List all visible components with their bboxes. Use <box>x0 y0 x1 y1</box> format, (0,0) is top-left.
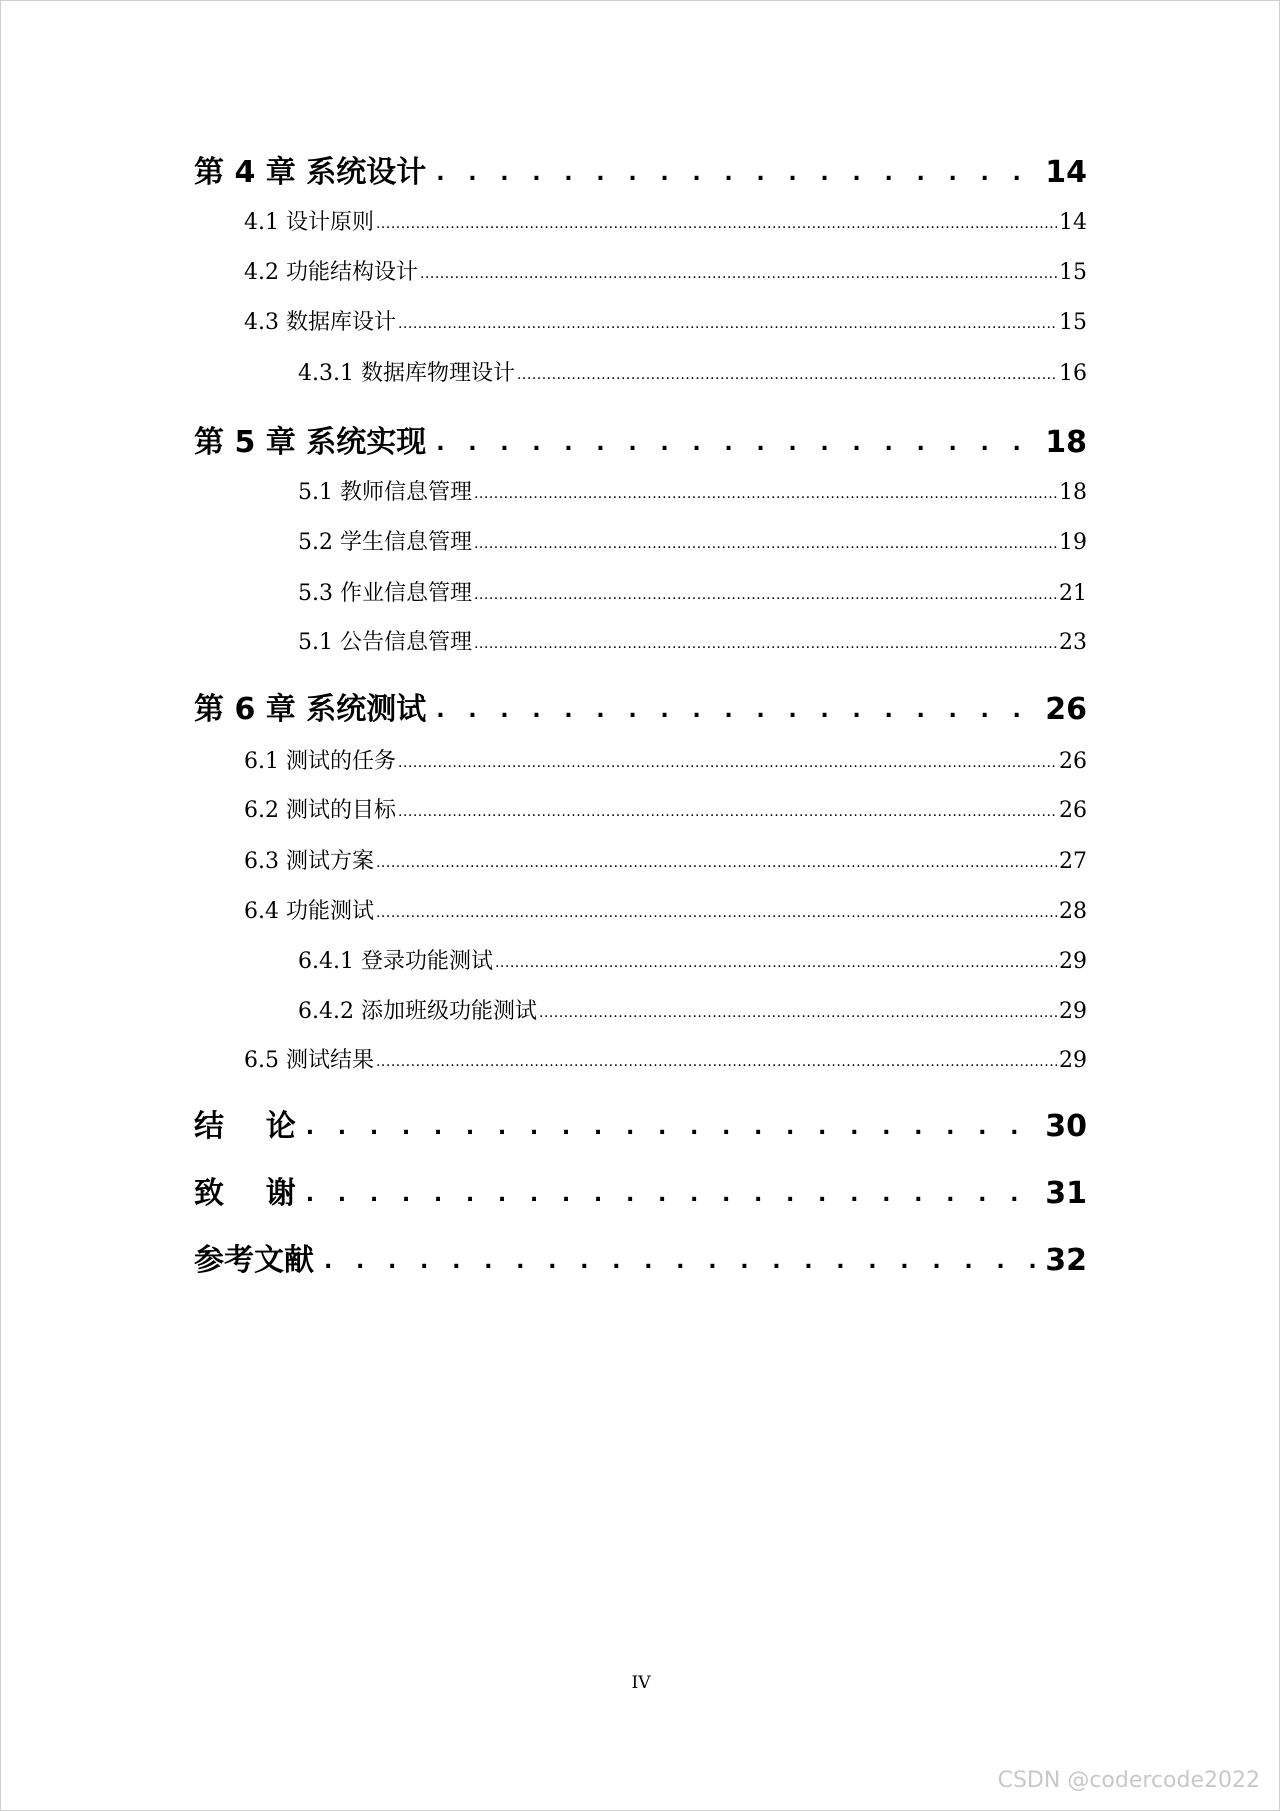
toc-entry-label: 第 6 章 系统测试 <box>194 692 427 727</box>
toc-entry-references[interactable] <box>194 1235 1087 1279</box>
toc-entry-page: 26 <box>1045 692 1087 727</box>
dot-leader <box>474 536 1057 552</box>
toc-entry-label: 6.4.2 添加班级功能测试 <box>298 999 537 1024</box>
toc-entry-4-3-1[interactable] <box>194 356 1087 387</box>
toc-entry-chapter-5[interactable] <box>194 417 1087 461</box>
toc-entry-page: 15 <box>1059 310 1087 335</box>
dot-leader <box>316 1249 1043 1274</box>
dot-leader <box>376 1054 1057 1070</box>
toc-entry-page: 14 <box>1059 210 1087 235</box>
dot-leader <box>428 698 1043 723</box>
toc-entry-label: 6.4 功能测试 <box>244 899 374 924</box>
toc-entry-conclusion[interactable] <box>194 1101 1087 1145</box>
toc-entry-label: 4.2 功能结构设计 <box>244 260 418 285</box>
toc-entry-page: 16 <box>1059 361 1087 386</box>
dot-leader <box>474 486 1057 502</box>
dot-leader <box>517 367 1057 383</box>
toc-entry-label: 6.4.1 登录功能测试 <box>298 949 493 974</box>
toc-entry-label: 5.3 作业信息管理 <box>298 581 472 606</box>
toc-entry-page: 29 <box>1059 949 1087 974</box>
toc-entry-label: 4.3.1 数据库物理设计 <box>298 361 515 386</box>
toc-entry-label: 6.5 测试结果 <box>244 1048 374 1073</box>
toc-entry-page: 26 <box>1059 798 1087 823</box>
toc-entry-page: 27 <box>1059 849 1087 874</box>
dot-leader <box>376 855 1057 871</box>
toc-entry-page: 19 <box>1059 530 1087 555</box>
toc-entry-acknowledgements[interactable] <box>194 1168 1087 1212</box>
dot-leader <box>398 804 1057 820</box>
dot-leader <box>420 266 1057 282</box>
toc-entry-label: 结 论 <box>194 1109 296 1144</box>
toc-entry-4-2[interactable] <box>194 255 1087 286</box>
toc-entry-page: 29 <box>1059 999 1087 1024</box>
toc-entry-chapter-6[interactable] <box>194 684 1087 728</box>
toc-entry-page: 28 <box>1059 899 1087 924</box>
toc-entry-label: 6.1 测试的任务 <box>244 749 396 774</box>
toc-entry-page: 23 <box>1059 630 1087 655</box>
dot-leader <box>474 587 1057 603</box>
toc-entry-5-1[interactable] <box>194 475 1087 506</box>
toc-entry-chapter-4[interactable] <box>194 147 1087 191</box>
toc-entry-4-1[interactable] <box>194 205 1087 236</box>
page-number-footer: IV <box>631 1673 651 1693</box>
toc-entry-label: 参考文献 <box>194 1243 314 1278</box>
dot-leader <box>298 1182 1043 1207</box>
dot-leader <box>428 161 1043 186</box>
toc-entry-label: 4.1 设计原则 <box>244 210 374 235</box>
toc-entry-label: 第 4 章 系统设计 <box>194 155 427 190</box>
toc-entry-6-5[interactable] <box>194 1043 1087 1074</box>
toc-entry-page: 31 <box>1045 1176 1087 1211</box>
dot-leader <box>539 1005 1057 1021</box>
toc-entry-5-3[interactable] <box>194 576 1087 607</box>
toc-entry-label: 6.2 测试的目标 <box>244 798 396 823</box>
dot-leader <box>398 755 1057 771</box>
toc-entry-page: 21 <box>1059 581 1087 606</box>
toc-entry-page: 18 <box>1059 480 1087 505</box>
dot-leader <box>376 216 1057 232</box>
dot-leader <box>398 316 1057 332</box>
dot-leader <box>376 905 1057 921</box>
toc-entry-6-4-1[interactable] <box>194 944 1087 975</box>
dot-leader <box>474 636 1057 652</box>
dot-leader <box>495 955 1057 971</box>
toc-entry-4-3[interactable] <box>194 305 1087 336</box>
toc-entry-page: 29 <box>1059 1048 1087 1073</box>
toc-entry-5-4[interactable] <box>194 625 1087 656</box>
toc-entry-page: 18 <box>1045 425 1087 460</box>
dot-leader <box>298 1115 1043 1140</box>
toc-entry-label: 第 5 章 系统实现 <box>194 425 427 460</box>
toc-entry-6-2[interactable] <box>194 793 1087 824</box>
toc-entry-6-1[interactable] <box>194 744 1087 775</box>
toc-entry-label: 4.3 数据库设计 <box>244 310 396 335</box>
toc-entry-page: 14 <box>1045 155 1087 190</box>
toc-entry-6-4-2[interactable] <box>194 994 1087 1025</box>
toc-entry-page: 15 <box>1059 260 1087 285</box>
dot-leader <box>428 431 1043 456</box>
watermark-text: CSDN @codercode2022 <box>997 1768 1260 1793</box>
toc-entry-label: 6.3 测试方案 <box>244 849 374 874</box>
toc-entry-page: 32 <box>1045 1243 1087 1278</box>
toc-entry-label: 5.1 教师信息管理 <box>298 480 472 505</box>
toc-entry-label: 致 谢 <box>194 1176 296 1211</box>
toc-entry-page: 30 <box>1045 1109 1087 1144</box>
toc-entry-6-3[interactable] <box>194 844 1087 875</box>
toc-entry-label: 5.1 公告信息管理 <box>298 630 472 655</box>
toc-entry-page: 26 <box>1059 749 1087 774</box>
toc-entry-label: 5.2 学生信息管理 <box>298 530 472 555</box>
toc-entry-6-4[interactable] <box>194 894 1087 925</box>
toc-entry-5-2[interactable] <box>194 525 1087 556</box>
